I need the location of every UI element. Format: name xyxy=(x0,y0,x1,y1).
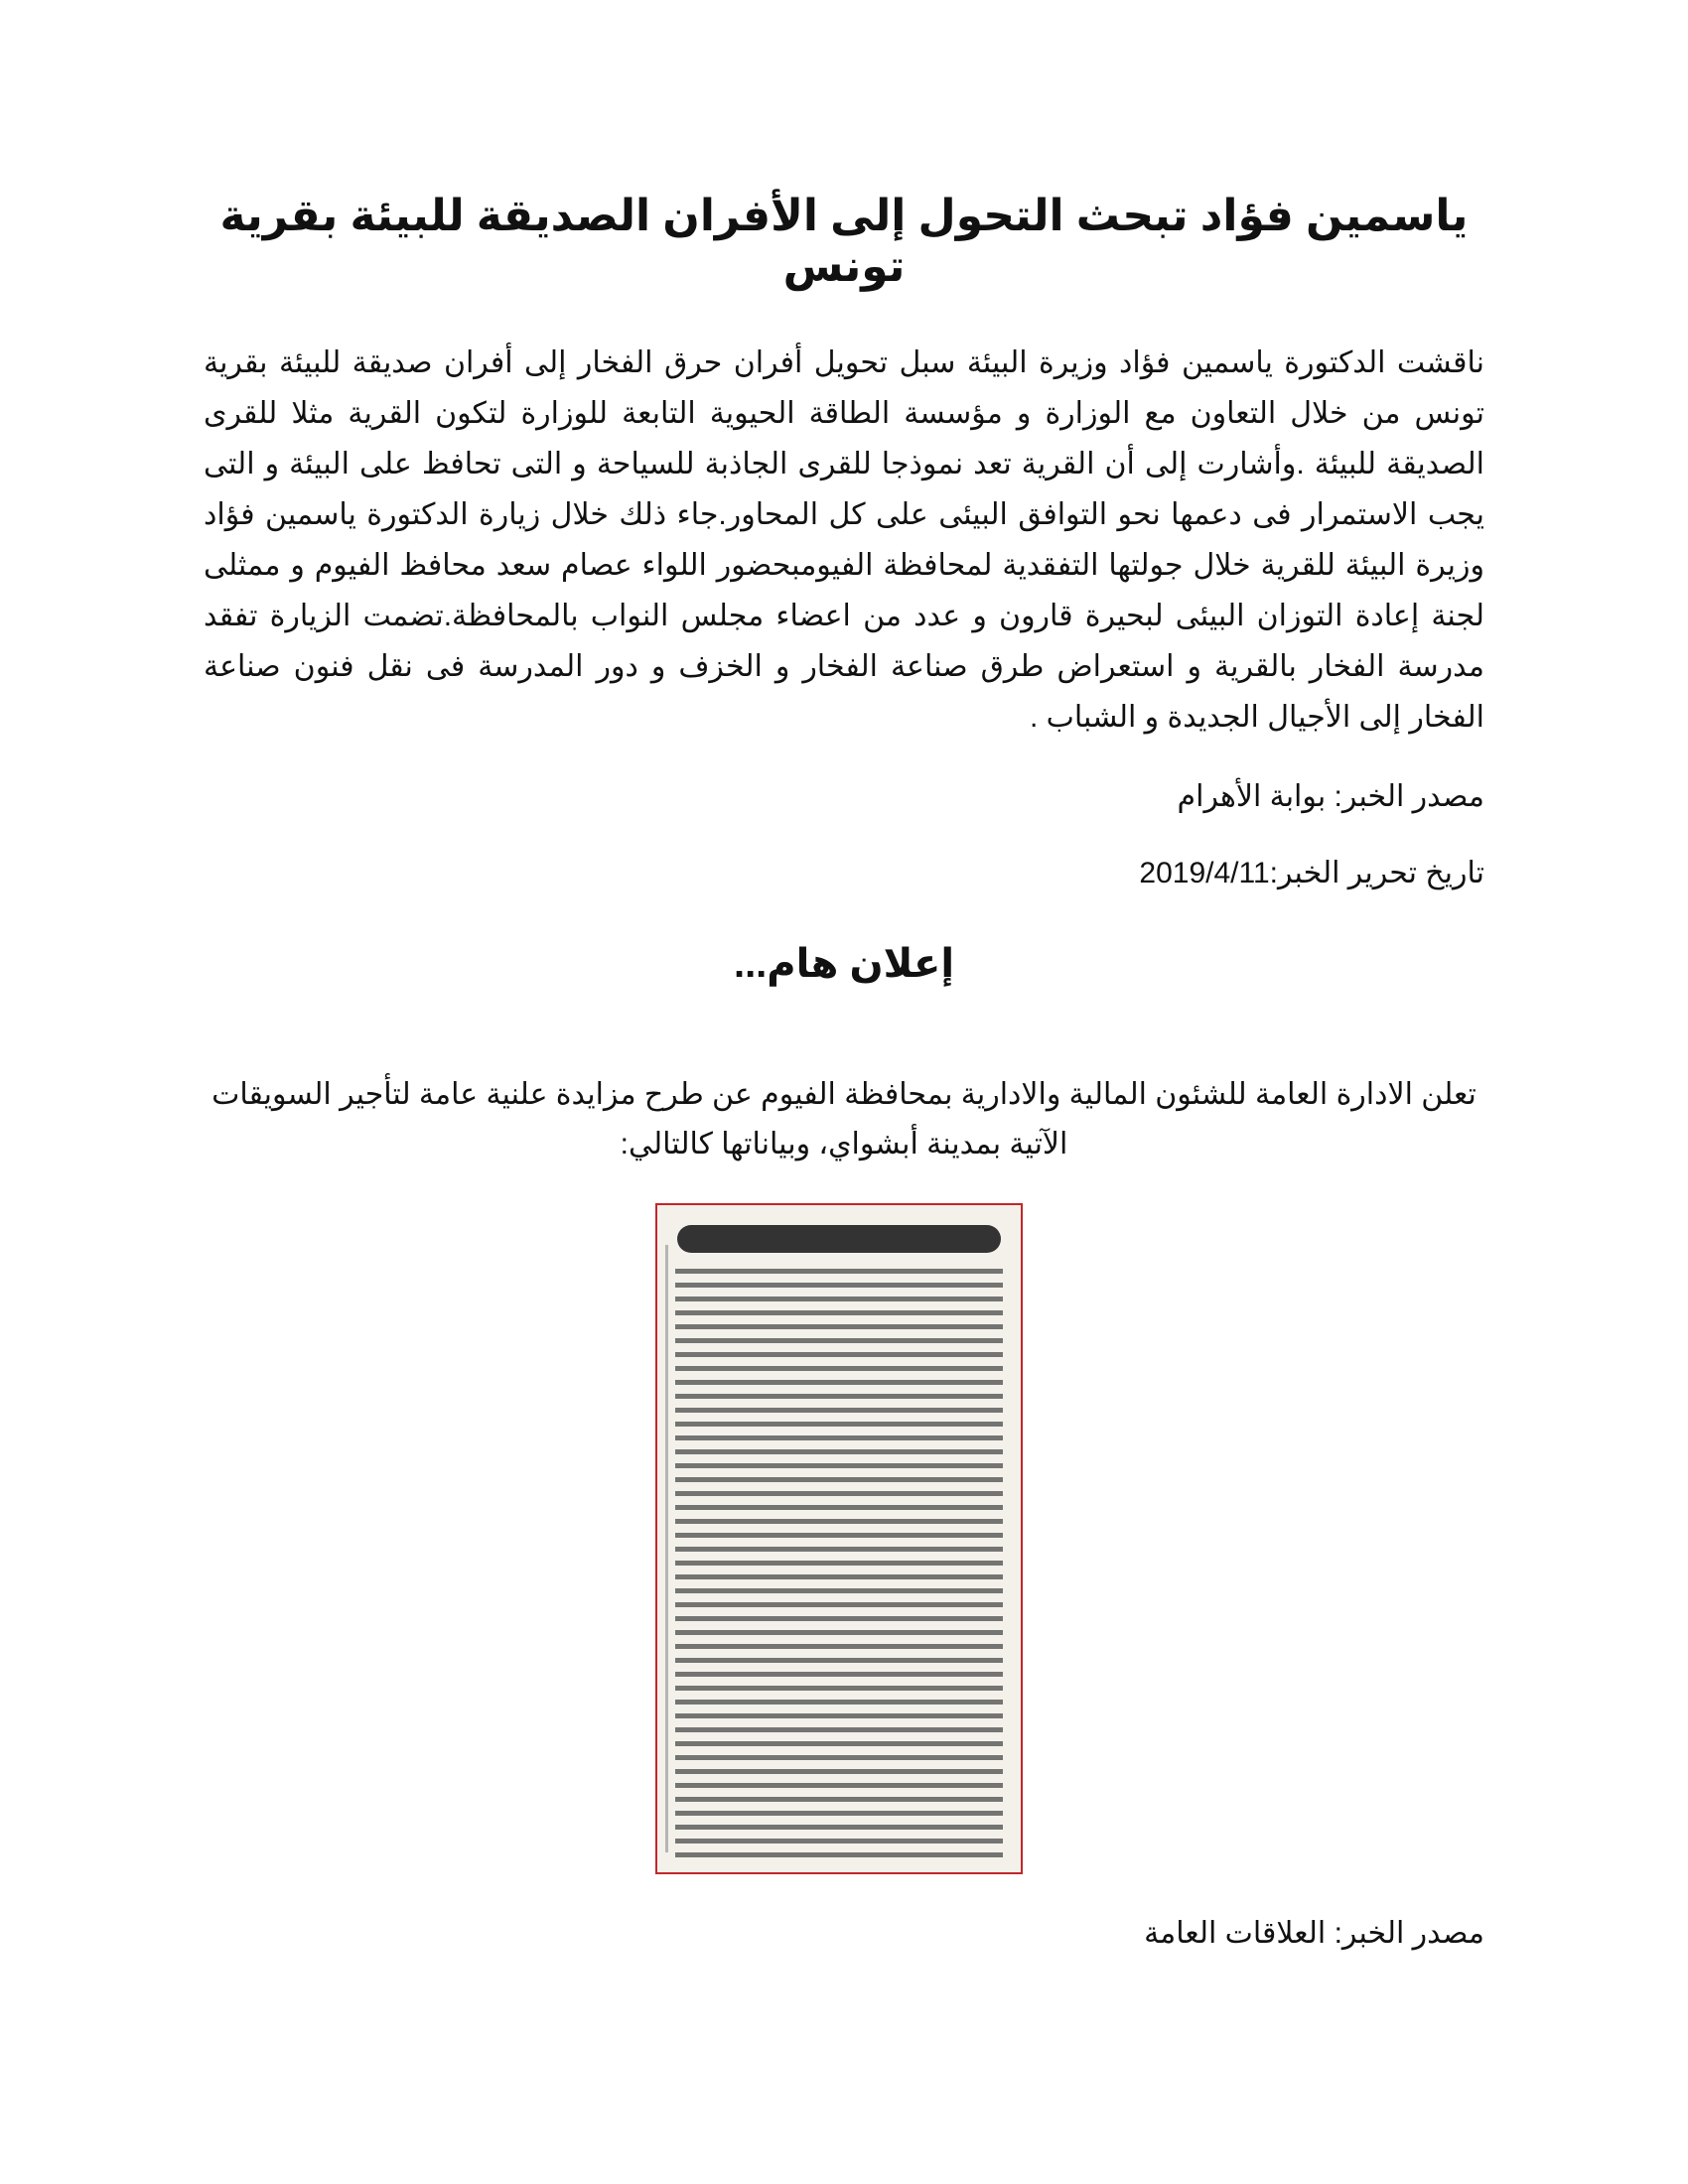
clipping-text-lines xyxy=(675,1269,1003,1858)
announcement-text: تعلن الادارة العامة للشئون المالية والادارية بمحافظة الفيوم عن طرح مزايدة علنية عامة لتأجير السويقات الآتية بمدينة أبشواي، وبياناتها كالتالي: xyxy=(211,1078,1477,1160)
clipping-header-banner xyxy=(677,1225,1001,1253)
newspaper-clipping-image xyxy=(655,1203,1023,1874)
article-body: ناقشت الدكتورة ياسمين فؤاد وزيرة البيئة سبل تحويل أفران حرق الفخار إلى أفران صديقة للبيئة بقرية تونس من خلال التعاون مع الوزارة و مؤسسة الطاقة الحيوية التابعة للوزارة لتكون القرية مثلا للقرى الصديقة للبيئة .وأشارت إلى أن القرية تعد نموذجا للقرى الجاذبة للسياحة و التى تحافظ على البيئة و التى يجب الاستمرار فى دعمها نحو التوافق البيئى على كل المحاور.جاء ذلك خلال زيارة الدكتورة ياسمين فؤاد وزيرة البيئة للقرية خلال جولتها التفقدية لمحافظة الفيومبحضور اللواء عصام سعد محافظ الفيوم و ممثلى لجنة إعادة التوزان البيئى لبحيرة قارون و عدد من اعضاء مجلس النواب بالمحافظة.تضمت الزيارة تفقد مدرسة الفخار بالقرية و استعراض طرق صناعة الفخار و الخزف و دور المدرسة فى نقل فنون صناعة الفخار إلى الأجيال الجديدة و الشباب . xyxy=(204,346,1484,734)
article-date: تاريخ تحرير الخبر:2019/4/11 xyxy=(1139,857,1484,889)
announcement-source: مصدر الخبر: العلاقات العامة xyxy=(1144,1917,1484,1950)
article-title: ياسمين فؤاد تبحث التحول إلى الأفران الصديقة للبيئة بقرية تونس xyxy=(219,192,1469,291)
announcement-title: إعلان هام... xyxy=(733,942,955,986)
article-source: مصدر الخبر: بوابة الأهرام xyxy=(1177,780,1484,813)
clipping-fold-edge xyxy=(665,1245,668,1852)
